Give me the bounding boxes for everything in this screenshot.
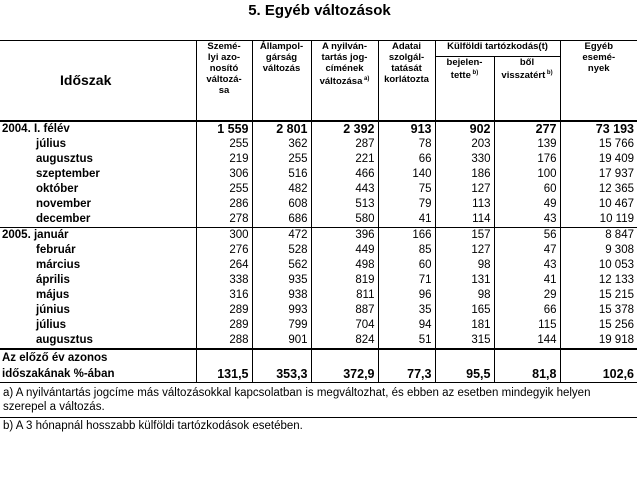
cell-value: 686 xyxy=(252,212,311,228)
cell-value: 113 xyxy=(435,197,494,212)
cell-value: 98 xyxy=(435,258,494,273)
summary-value: 95,5 xyxy=(435,349,494,383)
cell-value: 41 xyxy=(494,273,560,288)
table-row xyxy=(0,227,637,243)
cell-value: 362 xyxy=(252,137,311,152)
cell-value: 60 xyxy=(378,258,435,273)
cell-value: 29 xyxy=(494,288,560,303)
cell-value: 127 xyxy=(435,182,494,197)
cell-value: 472 xyxy=(252,227,311,243)
table-row xyxy=(0,167,637,182)
header-data-restriction: Adatai szolgál- tatását korlátozta xyxy=(378,41,435,121)
cell-value: 19 409 xyxy=(560,152,637,167)
cell-value: 255 xyxy=(252,152,311,167)
data-table xyxy=(0,40,637,434)
cell-value: 144 xyxy=(494,333,560,349)
cell-value: 277 xyxy=(494,121,560,137)
cell-value: 15 378 xyxy=(560,303,637,318)
cell-value: 811 xyxy=(311,288,378,303)
cell-value: 94 xyxy=(378,318,435,333)
row-label: július xyxy=(36,318,67,331)
table-row xyxy=(0,137,637,152)
cell-value: 562 xyxy=(252,258,311,273)
cell-value: 43 xyxy=(494,212,560,228)
cell-value: 264 xyxy=(196,258,252,273)
cell-value: 704 xyxy=(311,318,378,333)
row-label: június xyxy=(36,303,70,316)
cell-value: 78 xyxy=(378,137,435,152)
cell-value: 47 xyxy=(494,243,560,258)
cell-value: 56 xyxy=(494,227,560,243)
cell-value: 2 392 xyxy=(311,121,378,137)
cell-value: 938 xyxy=(252,288,311,303)
cell-value: 887 xyxy=(311,303,378,318)
cell-value: 338 xyxy=(196,273,252,288)
cell-value: 913 xyxy=(378,121,435,137)
cell-value: 443 xyxy=(311,182,378,197)
cell-value: 131 xyxy=(435,273,494,288)
cell-value: 19 918 xyxy=(560,333,637,349)
cell-value: 139 xyxy=(494,137,560,152)
summary-value: 81,8 xyxy=(494,349,560,383)
cell-value: 60 xyxy=(494,182,560,197)
cell-value: 300 xyxy=(196,227,252,243)
cell-value: 15 766 xyxy=(560,137,637,152)
cell-value: 166 xyxy=(378,227,435,243)
cell-value: 66 xyxy=(378,152,435,167)
cell-value: 276 xyxy=(196,243,252,258)
cell-value: 186 xyxy=(435,167,494,182)
cell-value: 157 xyxy=(435,227,494,243)
cell-value: 41 xyxy=(378,212,435,228)
cell-value: 127 xyxy=(435,243,494,258)
table-title: 5. Egyéb változások xyxy=(248,2,391,19)
table-row xyxy=(0,288,637,303)
header-registration: A nyilván- tartás jog- címének változása $^{a)}$ xyxy=(311,41,378,121)
cell-value: 466 xyxy=(311,167,378,182)
cell-value: 306 xyxy=(196,167,252,182)
cell-value: 181 xyxy=(435,318,494,333)
cell-value: 15 215 xyxy=(560,288,637,303)
cell-value: 9 308 xyxy=(560,243,637,258)
cell-value: 1 559 xyxy=(196,121,252,137)
cell-value: 286 xyxy=(196,197,252,212)
table-row xyxy=(0,333,637,349)
cell-value: 221 xyxy=(311,152,378,167)
cell-value: 73 193 xyxy=(560,121,637,137)
cell-value: 10 053 xyxy=(560,258,637,273)
cell-value: 165 xyxy=(435,303,494,318)
table-row xyxy=(0,197,637,212)
cell-value: 993 xyxy=(252,303,311,318)
cell-value: 580 xyxy=(311,212,378,228)
header-citizenship: Állampol- gárság változás xyxy=(252,41,311,121)
row-label: augusztus xyxy=(36,333,93,346)
cell-value: 35 xyxy=(378,303,435,318)
cell-value: 114 xyxy=(435,212,494,228)
cell-value: 12 133 xyxy=(560,273,637,288)
cell-value: 513 xyxy=(311,197,378,212)
row-label: május xyxy=(36,288,70,301)
cell-value: 71 xyxy=(378,273,435,288)
row-label: november xyxy=(36,197,91,210)
header-group-abroad: Külföldi tartózkodás(t) xyxy=(435,41,560,57)
cell-value: 12 365 xyxy=(560,182,637,197)
cell-value: 278 xyxy=(196,212,252,228)
cell-value: 289 xyxy=(196,303,252,318)
cell-value: 219 xyxy=(196,152,252,167)
summary-value: 131,5 xyxy=(196,349,252,383)
header-period: Időszak xyxy=(0,41,196,121)
table-row xyxy=(0,258,637,273)
cell-value: 608 xyxy=(252,197,311,212)
footnote-b: b) A 3 hónapnál hosszabb külföldi tartózkodások esetében. xyxy=(0,417,637,434)
row-label: augusztus xyxy=(36,152,93,165)
summary-value: 102,6 xyxy=(560,349,637,383)
table-row xyxy=(0,212,637,228)
cell-value: 79 xyxy=(378,197,435,212)
header-other-events: Egyéb esemé- nyek xyxy=(560,41,637,121)
footnote-a: a) A nyilvántartás jogcíme más változásokkal kapcsolatban is megváltozhat, és ebben az esetben mindegyik helyen szerepel a változás. xyxy=(0,382,637,417)
cell-value: 140 xyxy=(378,167,435,182)
row-label: október xyxy=(36,182,79,195)
cell-value: 516 xyxy=(252,167,311,182)
cell-value: 528 xyxy=(252,243,311,258)
row-label: április xyxy=(36,273,70,286)
table-row xyxy=(0,243,637,258)
row-label: szeptember xyxy=(36,167,100,180)
cell-value: 449 xyxy=(311,243,378,258)
header-personal-id: Szemé- lyi azo- nosító változá- sa xyxy=(196,41,252,121)
table-row xyxy=(0,303,637,318)
row-label: február xyxy=(36,243,76,256)
cell-value: 498 xyxy=(311,258,378,273)
cell-value: 203 xyxy=(435,137,494,152)
cell-value: 288 xyxy=(196,333,252,349)
cell-value: 330 xyxy=(435,152,494,167)
cell-value: 315 xyxy=(435,333,494,349)
row-label: 2005. január xyxy=(0,227,196,243)
cell-value: 176 xyxy=(494,152,560,167)
cell-value: 66 xyxy=(494,303,560,318)
cell-value: 96 xyxy=(378,288,435,303)
cell-value: 901 xyxy=(252,333,311,349)
table-row xyxy=(0,152,637,167)
row-label: december xyxy=(36,212,91,225)
cell-value: 396 xyxy=(311,227,378,243)
summary-value: 353,3 xyxy=(252,349,311,383)
cell-value: 255 xyxy=(196,182,252,197)
cell-value: 49 xyxy=(494,197,560,212)
cell-value: 100 xyxy=(494,167,560,182)
cell-value: 75 xyxy=(378,182,435,197)
cell-value: 824 xyxy=(311,333,378,349)
table-row xyxy=(0,318,637,333)
summary-label: Az előző év azonos időszakának %-ában xyxy=(0,349,196,383)
cell-value: 819 xyxy=(311,273,378,288)
cell-value: 98 xyxy=(435,288,494,303)
summary-value: 372,9 xyxy=(311,349,378,383)
cell-value: 115 xyxy=(494,318,560,333)
cell-value: 10 119 xyxy=(560,212,637,228)
cell-value: 10 467 xyxy=(560,197,637,212)
cell-value: 316 xyxy=(196,288,252,303)
header-returned: ből visszatért $^{b)}$ xyxy=(494,57,560,121)
cell-value: 17 937 xyxy=(560,167,637,182)
cell-value: 289 xyxy=(196,318,252,333)
cell-value: 8 847 xyxy=(560,227,637,243)
cell-value: 482 xyxy=(252,182,311,197)
table-row xyxy=(0,273,637,288)
row-label: július xyxy=(36,137,67,150)
cell-value: 902 xyxy=(435,121,494,137)
table-row xyxy=(0,121,637,137)
cell-value: 2 801 xyxy=(252,121,311,137)
cell-value: 85 xyxy=(378,243,435,258)
cell-value: 255 xyxy=(196,137,252,152)
row-label: március xyxy=(36,258,81,271)
cell-value: 935 xyxy=(252,273,311,288)
cell-value: 287 xyxy=(311,137,378,152)
header-reported: bejelen- tette $^{b)}$ xyxy=(435,57,494,121)
cell-value: 15 256 xyxy=(560,318,637,333)
table-row xyxy=(0,182,637,197)
cell-value: 799 xyxy=(252,318,311,333)
row-label: 2004. I. félév xyxy=(0,121,196,137)
summary-value: 77,3 xyxy=(378,349,435,383)
cell-value: 43 xyxy=(494,258,560,273)
cell-value: 51 xyxy=(378,333,435,349)
